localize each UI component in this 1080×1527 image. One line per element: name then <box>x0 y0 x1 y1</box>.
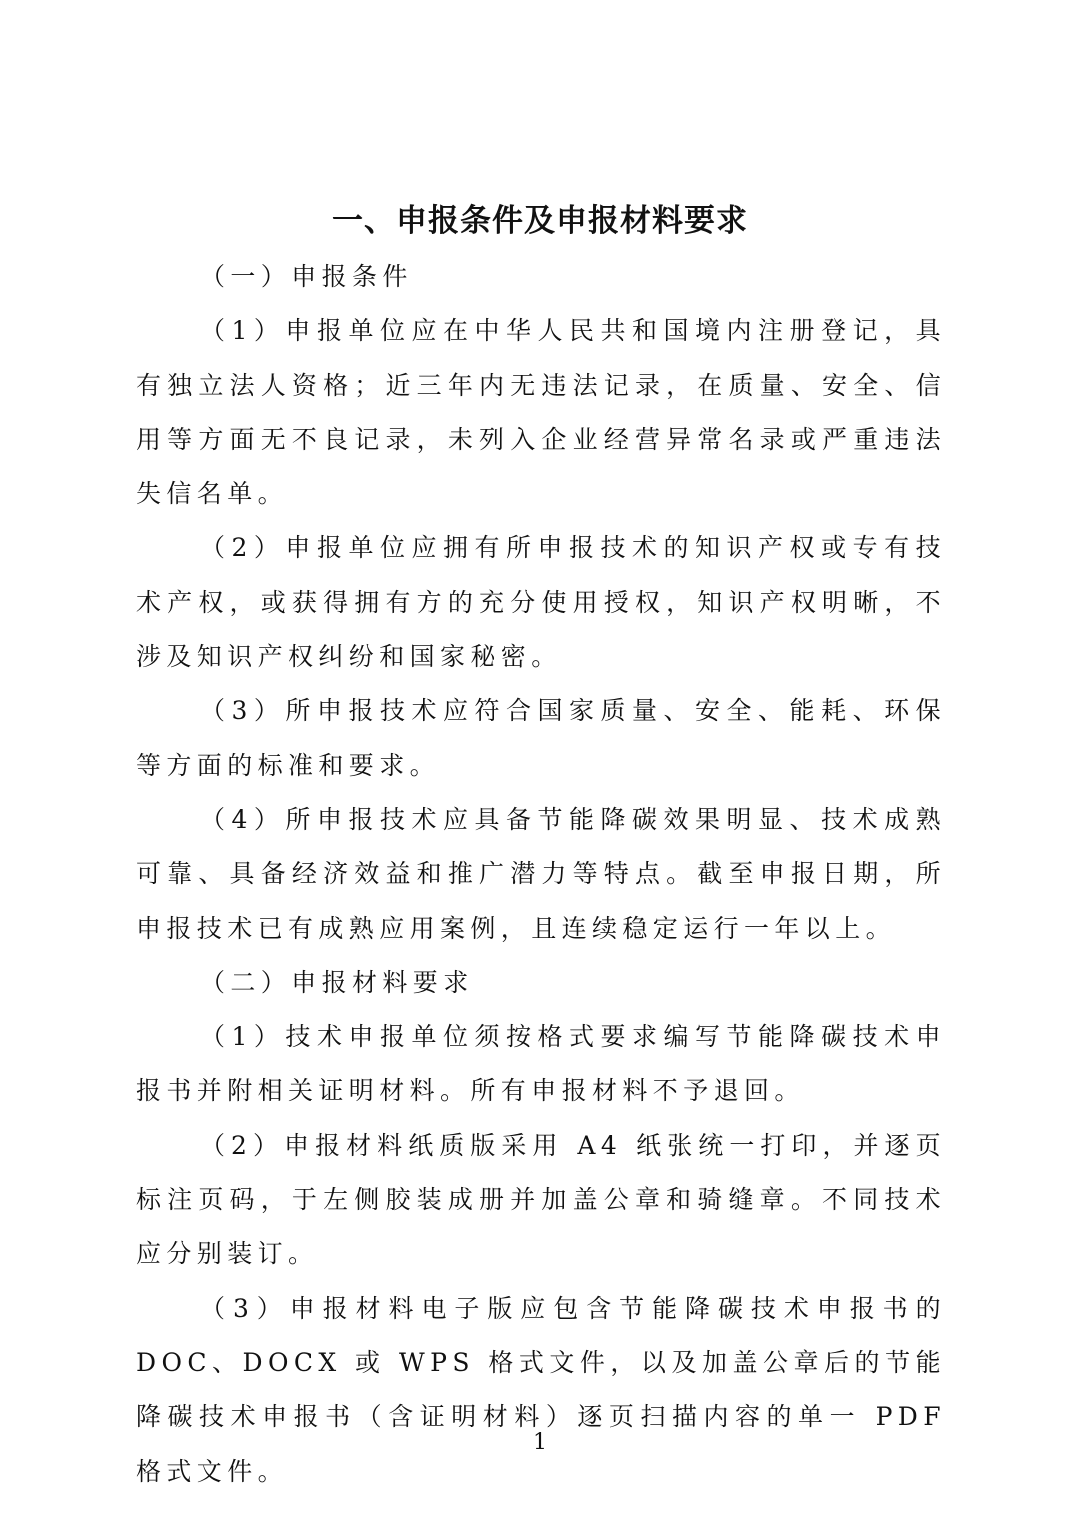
section-heading-materials: （二）申报材料要求 <box>200 967 474 997</box>
section-heading-conditions: （一）申报条件 <box>200 262 413 291</box>
materials-paragraph-3: （3）申报材料电子版应包含节能降碳技术申报书的 DOC、DOCX 或 WPS 格式文件，以及加盖公章后的节能降碳技术申报书（含证明材料）逐页扫描内容的单一 PDF 格式文件。 <box>136 1293 946 1486</box>
page-title: 一、申报条件及申报材料要求 <box>332 203 748 239</box>
condition-paragraph-4: （4）所申报技术应具备节能降碳效果明显、技术成熟可靠、具备经济效益和推广潜力等特点。截至申报日期，所申报技术已有成熟应用案例，且连续稳定运行一年以上。 <box>136 804 946 943</box>
condition-paragraph-2: （2）申报单位应拥有所申报技术的知识产权或专有技术产权，或获得拥有方的充分使用授权，知识产权明晰，不涉及知识产权纠纷和国家秘密。 <box>136 533 946 672</box>
condition-paragraph-1: （1）申报单位应在中华人民共和国境内注册登记，具有独立法人资格；近三年内无违法记录，在质量、安全、信用等方面无不良记录，未列入企业经营异常名录或严重违法失信名单。 <box>136 316 946 509</box>
document-body <box>136 250 946 1499</box>
materials-paragraph-1: （1）技术申报单位须按格式要求编写节能降碳技术申报书并附相关证明材料。所有申报材料不予退回。 <box>136 1022 946 1106</box>
materials-paragraph-2: （2）申报材料纸质版采用 A4 纸张统一打印，并逐页标注页码，于左侧胶装成册并加盖公章和骑缝章。不同技术应分别装订。 <box>136 1130 946 1269</box>
condition-paragraph-3: （3）所申报技术应符合国家质量、安全、能耗、环保等方面的标准和要求。 <box>136 696 946 780</box>
page-number: 1 <box>533 1430 547 1455</box>
